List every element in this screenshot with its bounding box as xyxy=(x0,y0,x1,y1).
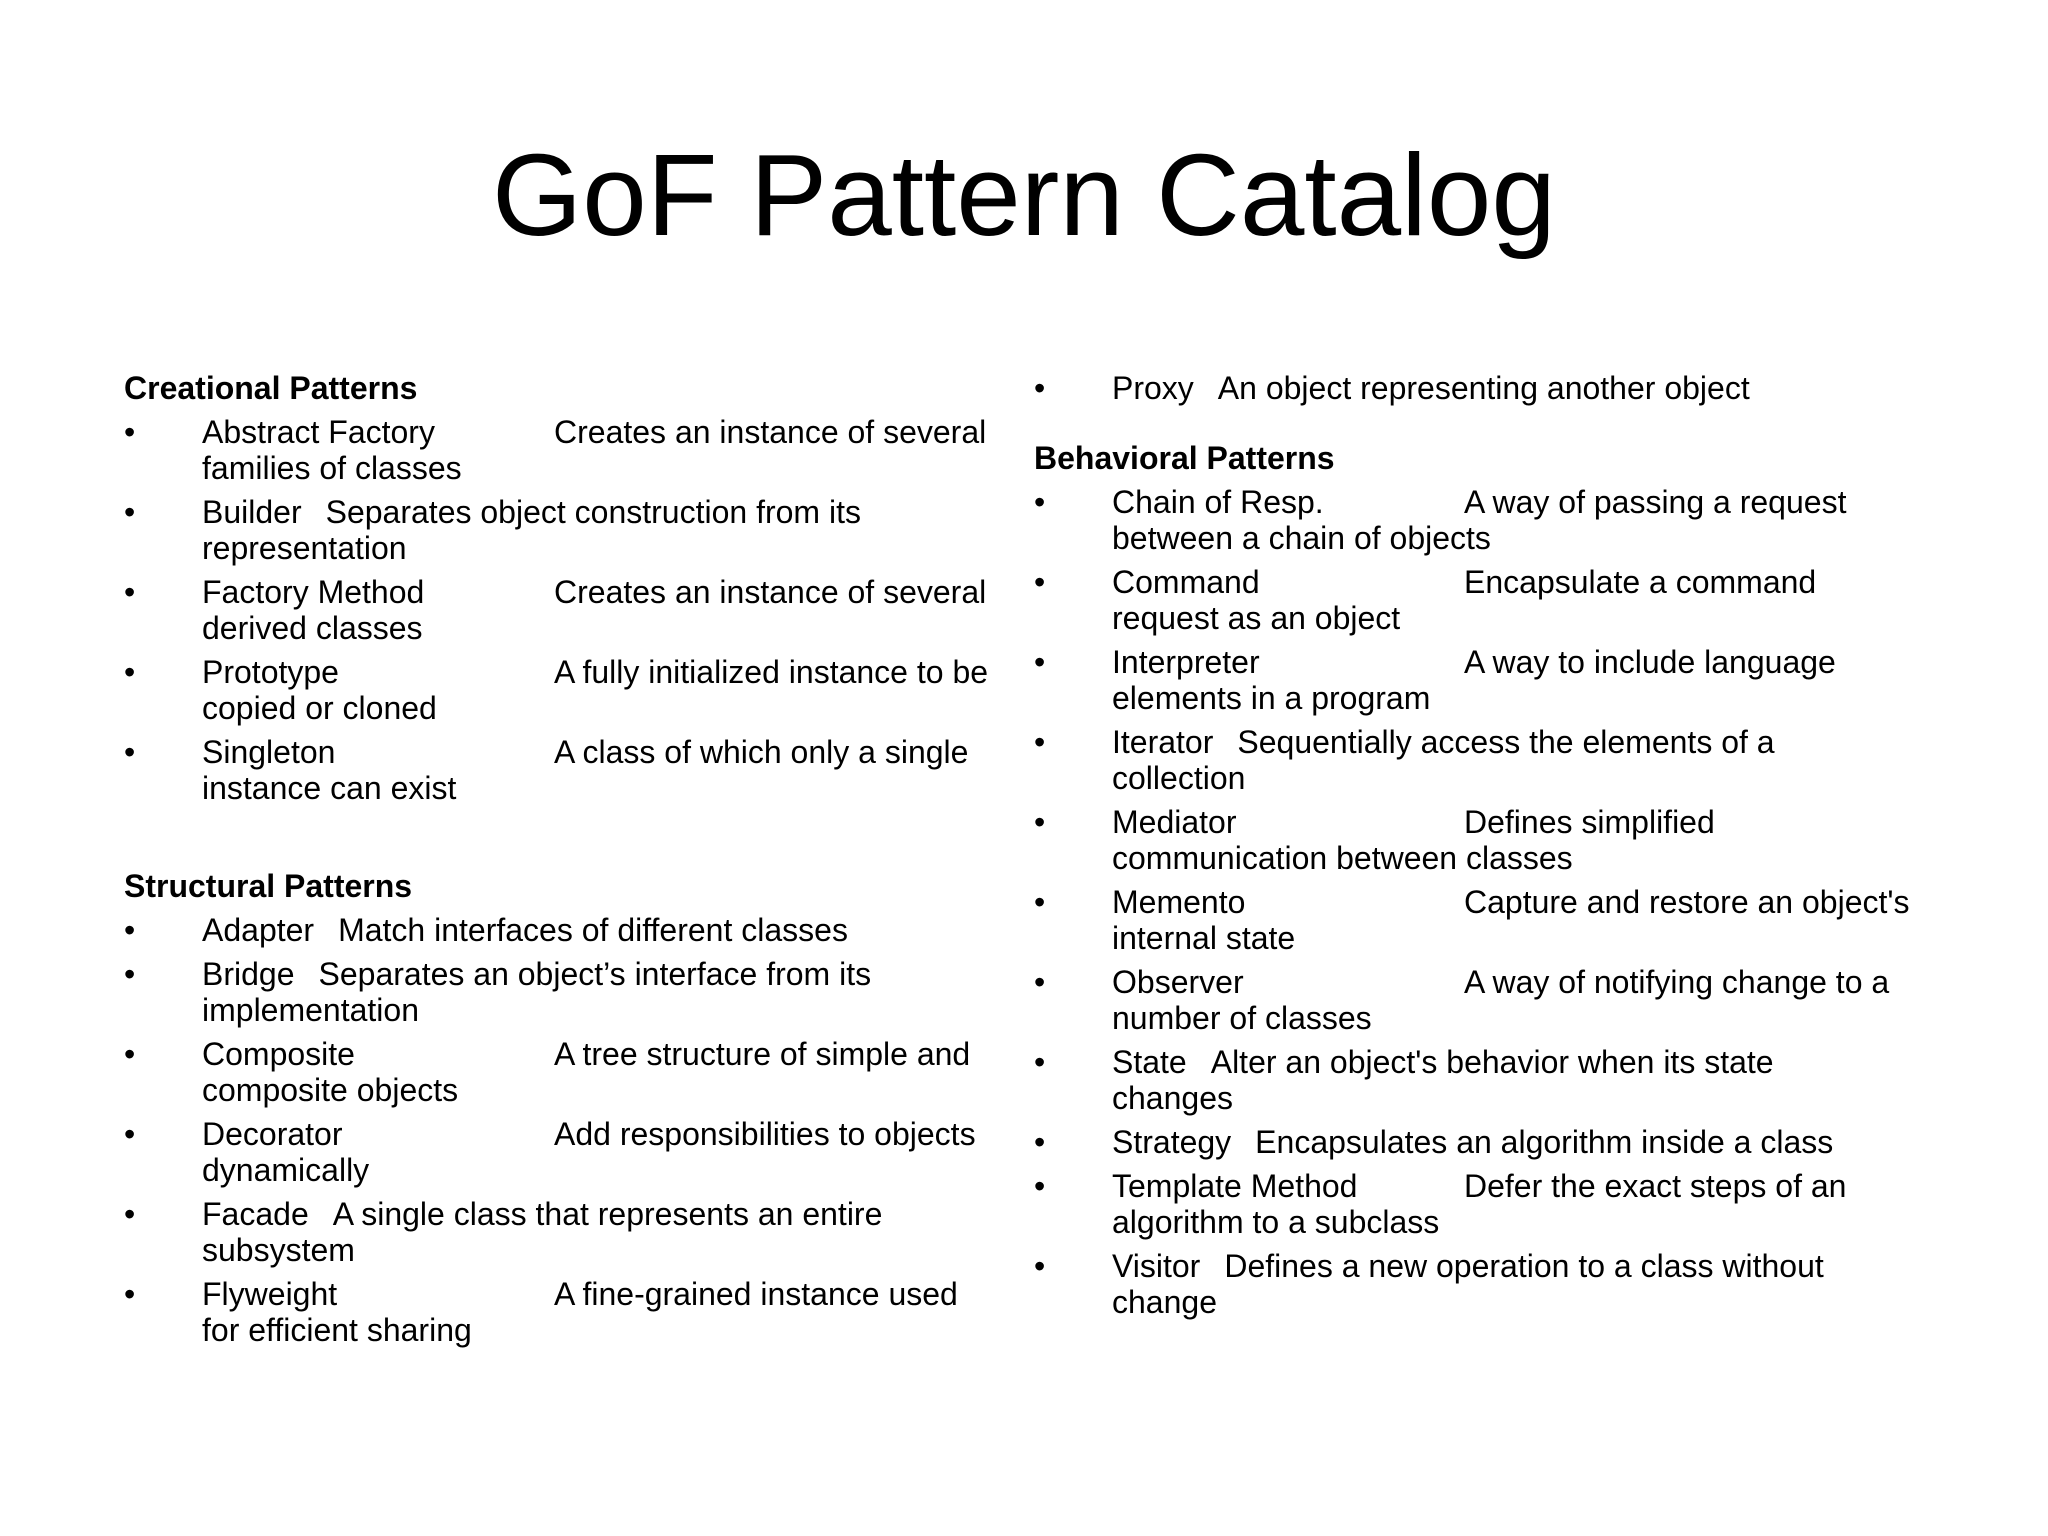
pattern-description: Defines simplified xyxy=(1464,804,1715,840)
pattern-description: A fully initialized instance to be xyxy=(554,654,989,690)
pattern-item-line xyxy=(202,1196,1024,1232)
pattern-item-line xyxy=(202,494,1024,530)
pattern-description-continued: implementation xyxy=(202,992,419,1028)
bullet-glyph: • xyxy=(1034,484,1046,520)
pattern-list xyxy=(124,912,1024,1348)
pattern-description-continued: elements in a program xyxy=(1112,680,1431,716)
pattern-item-line xyxy=(202,1036,1024,1072)
pattern-list xyxy=(124,414,1024,806)
pattern-description-continued: instance can exist xyxy=(202,770,457,806)
pattern-description: An object representing another object xyxy=(1217,370,1750,406)
pattern-name: Flyweight xyxy=(202,1276,338,1312)
pattern-item-body xyxy=(1112,884,1984,956)
pattern-item xyxy=(1034,484,1984,556)
pattern-name: Singleton xyxy=(202,734,336,770)
pattern-item-line xyxy=(1112,804,1984,840)
pattern-item-body xyxy=(1112,1124,1984,1160)
pattern-description-continued: families of classes xyxy=(202,450,462,486)
pattern-item-line xyxy=(202,574,1024,610)
bullet-glyph: • xyxy=(124,414,136,450)
pattern-description: A single class that represents an entire xyxy=(332,1196,883,1232)
bullet-glyph: • xyxy=(1034,804,1046,840)
pattern-description: Capture and restore an object's xyxy=(1464,884,1910,920)
pattern-item xyxy=(124,574,1024,646)
pattern-name: Visitor xyxy=(1112,1248,1201,1284)
pattern-name: Facade xyxy=(202,1196,309,1232)
pattern-item xyxy=(1034,804,1984,876)
pattern-name: Factory Method xyxy=(202,574,425,610)
pattern-description-continued: representation xyxy=(202,530,407,566)
pattern-item-line xyxy=(1112,1044,1984,1080)
pattern-description: Creates an instance of several xyxy=(554,574,987,610)
pattern-item-line xyxy=(202,654,1024,690)
pattern-description: Add responsibilities to objects xyxy=(554,1116,976,1152)
pattern-description-continued: collection xyxy=(1112,760,1246,796)
bullet-glyph: • xyxy=(1034,884,1046,920)
section-spacer xyxy=(1034,414,1984,440)
pattern-item xyxy=(124,654,1024,726)
pattern-item xyxy=(1034,1168,1984,1240)
pattern-description-continued: for efficient sharing xyxy=(202,1312,472,1348)
pattern-description: Separates an object’s interface from its xyxy=(318,956,872,992)
right-column xyxy=(1034,370,1984,1328)
pattern-item xyxy=(1034,644,1984,716)
pattern-name: Prototype xyxy=(202,654,339,690)
pattern-item xyxy=(124,1116,1024,1188)
pattern-item-line xyxy=(202,734,1024,770)
pattern-name: Builder xyxy=(202,494,302,530)
section-heading: Behavioral Patterns xyxy=(1034,440,1335,476)
pattern-name: Decorator xyxy=(202,1116,343,1152)
pattern-item-body xyxy=(202,1036,1024,1108)
pattern-name: Strategy xyxy=(1112,1124,1232,1160)
pattern-item-body xyxy=(1112,370,1984,406)
pattern-name: Observer xyxy=(1112,964,1244,1000)
bullet-glyph: • xyxy=(124,494,136,530)
pattern-name: Abstract Factory xyxy=(202,414,435,450)
pattern-item-body xyxy=(202,1196,1024,1268)
pattern-item-body xyxy=(202,414,1024,486)
bullet-glyph: • xyxy=(124,956,136,992)
pattern-item-body xyxy=(1112,1044,1984,1116)
section-heading: Creational Patterns xyxy=(124,370,418,406)
pattern-item-line xyxy=(1112,1248,1984,1284)
pattern-name: Memento xyxy=(1112,884,1246,920)
pattern-description: A way to include language xyxy=(1464,644,1836,680)
bullet-glyph: • xyxy=(124,1116,136,1152)
pattern-list xyxy=(1034,484,1984,1320)
pattern-item xyxy=(124,734,1024,806)
pattern-item-line xyxy=(1112,964,1984,1000)
pattern-item-body xyxy=(202,734,1024,806)
pattern-item-body xyxy=(202,654,1024,726)
pattern-item-body xyxy=(1112,564,1984,636)
pattern-item-line xyxy=(202,1116,1024,1152)
pattern-item-body xyxy=(1112,1168,1984,1240)
bullet-glyph: • xyxy=(124,1036,136,1072)
pattern-item-body xyxy=(202,574,1024,646)
bullet-glyph: • xyxy=(124,734,136,770)
pattern-item xyxy=(124,1196,1024,1268)
pattern-item-body xyxy=(202,1116,1024,1188)
pattern-item-body xyxy=(202,1276,1024,1348)
pattern-item-body xyxy=(1112,1248,1984,1320)
pattern-item-line xyxy=(1112,1124,1984,1160)
pattern-item-line xyxy=(1112,484,1984,520)
pattern-description: Sequentially access the elements of a xyxy=(1237,724,1775,760)
bullet-glyph: • xyxy=(124,912,136,948)
pattern-description-continued: subsystem xyxy=(202,1232,355,1268)
pattern-description-continued: change xyxy=(1112,1284,1217,1320)
pattern-name: Mediator xyxy=(1112,804,1237,840)
pattern-name: Command xyxy=(1112,564,1260,600)
pattern-item xyxy=(1034,1124,1984,1160)
bullet-glyph: • xyxy=(1034,964,1046,1000)
pattern-item-body xyxy=(202,494,1024,566)
bullet-glyph: • xyxy=(1034,1248,1046,1284)
pattern-description-continued: dynamically xyxy=(202,1152,370,1188)
pattern-item-line xyxy=(1112,370,1984,406)
bullet-glyph: • xyxy=(124,1196,136,1232)
pattern-item xyxy=(1034,724,1984,796)
bullet-glyph: • xyxy=(1034,564,1046,600)
pattern-item xyxy=(1034,370,1984,406)
pattern-item-line xyxy=(202,1276,1024,1312)
pattern-item xyxy=(124,494,1024,566)
bullet-glyph: • xyxy=(124,654,136,690)
pattern-item-line xyxy=(1112,644,1984,680)
pattern-name: Iterator xyxy=(1112,724,1214,760)
bullet-glyph: • xyxy=(1034,1168,1046,1204)
pattern-item-line xyxy=(1112,1168,1984,1204)
pattern-item-body xyxy=(1112,484,1984,556)
pattern-item xyxy=(1034,1044,1984,1116)
bullet-glyph: • xyxy=(1034,724,1046,760)
pattern-description-continued: number of classes xyxy=(1112,1000,1372,1036)
pattern-description-continued: composite objects xyxy=(202,1072,459,1108)
bullet-glyph: • xyxy=(1034,1124,1046,1160)
section-heading: Structural Patterns xyxy=(124,868,413,904)
bullet-glyph: • xyxy=(1034,1044,1046,1080)
pattern-item xyxy=(124,414,1024,486)
pattern-item-line xyxy=(202,414,1024,450)
pattern-description: A way of passing a request xyxy=(1464,484,1847,520)
pattern-name: Template Method xyxy=(1112,1168,1358,1204)
pattern-name: Chain of Resp. xyxy=(1112,484,1324,520)
bullet-glyph: • xyxy=(1034,370,1046,406)
slide-title: GoF Pattern Catalog xyxy=(492,130,1556,260)
pattern-description: A tree structure of simple and xyxy=(554,1036,971,1072)
pattern-description-continued: copied or cloned xyxy=(202,690,437,726)
pattern-item-body xyxy=(1112,644,1984,716)
pattern-description: Match interfaces of different classes xyxy=(338,912,848,948)
pattern-name: Adapter xyxy=(202,912,315,948)
left-column xyxy=(124,370,1024,1356)
pattern-item-line xyxy=(1112,724,1984,760)
pattern-item-body xyxy=(202,956,1024,1028)
pattern-name: Interpreter xyxy=(1112,644,1260,680)
bullet-glyph: • xyxy=(124,1276,136,1312)
pattern-description: Creates an instance of several xyxy=(554,414,987,450)
pattern-description: A fine-grained instance used xyxy=(554,1276,958,1312)
pattern-name: Composite xyxy=(202,1036,355,1072)
pattern-item-body xyxy=(1112,804,1984,876)
pattern-item xyxy=(124,912,1024,948)
pattern-item-body xyxy=(1112,724,1984,796)
pattern-item-line xyxy=(1112,884,1984,920)
pattern-description-continued: between a chain of objects xyxy=(1112,520,1491,556)
pattern-name: Proxy xyxy=(1112,370,1194,406)
pattern-item xyxy=(124,1036,1024,1108)
pattern-description: A way of notifying change to a xyxy=(1464,964,1890,1000)
pattern-description: Encapsulates an algorithm inside a class xyxy=(1255,1124,1834,1160)
pattern-name: Bridge xyxy=(202,956,295,992)
pattern-description: Defer the exact steps of an xyxy=(1464,1168,1847,1204)
pattern-description: Defines a new operation to a class without xyxy=(1224,1248,1824,1284)
pattern-item-line xyxy=(1112,564,1984,600)
pattern-list xyxy=(1034,370,1984,406)
pattern-item xyxy=(1034,1248,1984,1320)
pattern-description-continued: algorithm to a subclass xyxy=(1112,1204,1440,1240)
bullet-glyph: • xyxy=(124,574,136,610)
pattern-item-line xyxy=(202,912,1024,948)
pattern-item-line xyxy=(202,956,1024,992)
pattern-item xyxy=(1034,964,1984,1036)
pattern-item xyxy=(124,956,1024,1028)
pattern-description: Separates object construction from its xyxy=(325,494,861,530)
pattern-item-body xyxy=(1112,964,1984,1036)
pattern-item xyxy=(124,1276,1024,1348)
pattern-description: A class of which only a single xyxy=(554,734,969,770)
pattern-description-continued: communication between classes xyxy=(1112,840,1573,876)
pattern-item xyxy=(1034,564,1984,636)
pattern-item-body xyxy=(202,912,1024,948)
pattern-description-continued: internal state xyxy=(1112,920,1296,956)
pattern-description: Encapsulate a command xyxy=(1464,564,1817,600)
pattern-item xyxy=(1034,884,1984,956)
pattern-name: State xyxy=(1112,1044,1187,1080)
pattern-description-continued: changes xyxy=(1112,1080,1233,1116)
section-spacer xyxy=(124,814,1024,868)
pattern-description-continued: request as an object xyxy=(1112,600,1401,636)
bullet-glyph: • xyxy=(1034,644,1046,680)
pattern-description-continued: derived classes xyxy=(202,610,423,646)
pattern-description: Alter an object's behavior when its state xyxy=(1210,1044,1774,1080)
